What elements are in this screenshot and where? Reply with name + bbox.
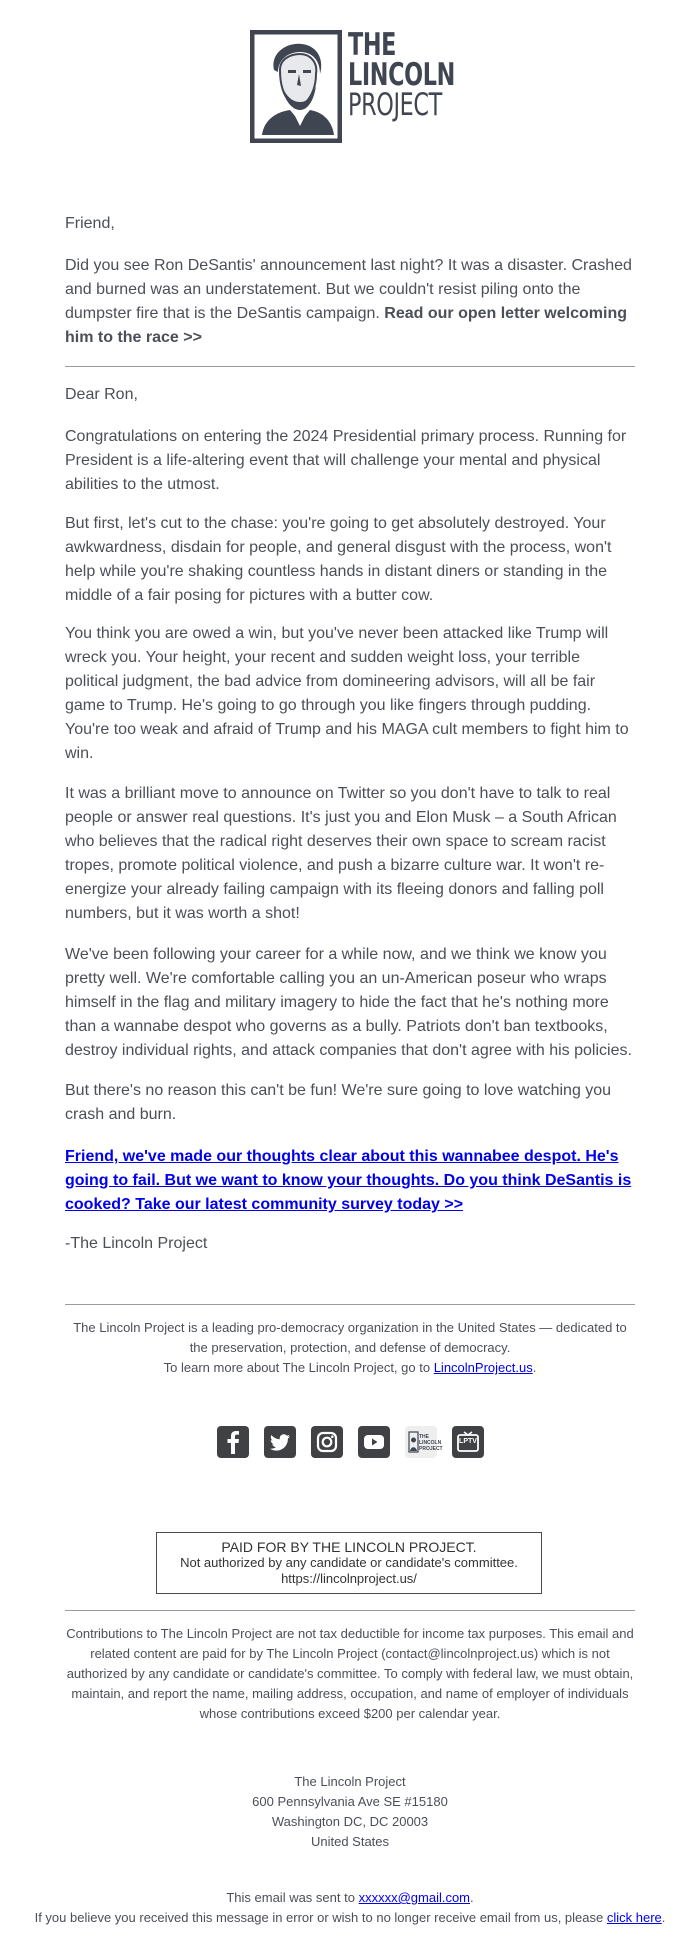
paragraph-6: But there's no reason this can't be fun! We're sure going to love watching you crash and burn. (65, 1082, 612, 1123)
contributions-notice: Contributions to The Lincoln Project are not tax deductible for income tax purposes. This email and related content are paid for by The Lincoln Project (contact@lincolnproject.us) which is not authorized by any candidate or candidate's committee. To comply with federal law, we must obtain, maintain, and report the name, mailing address, occupation, and name of employer of individuals whose contributions exceed $200 per calendar year. (66, 1626, 634, 1721)
paid-line-2: Not authorized by any candidate or candidate's committee. (180, 1555, 518, 1570)
recipient-email-link[interactable]: xxxxxx@gmail.com (358, 1890, 471, 1905)
sent-to-suffix: . (470, 1890, 474, 1905)
intro-paragraph (65, 254, 635, 350)
survey-link[interactable]: Friend, we've made our thoughts clear about this wannabee despot. He's going to fail. But we want to know your thoughts. Do you think DeSantis is cooked? Take our latest community survey today >> (65, 1148, 632, 1213)
facebook-icon[interactable] (217, 1426, 249, 1458)
about-line-1: The Lincoln Project is a leading pro-democracy organization in the United States — dedicated to the preservation, protection, and defense of democracy. (73, 1320, 627, 1355)
paid-line-3: https://lincolnproject.us/ (281, 1571, 417, 1586)
about-block (65, 1318, 635, 1378)
paragraph-4: It was a brilliant move to announce on Twitter so you don't have to talk to real people or answer real questions. It's just you and Elon Musk – a South African who believes that the radical right deserves their own space to scream racist tropes, promote political violence, and push a bizarre culture war. It won't re-energize your already failing campaign with its fleeing donors and falling poll numbers, but it was worth a shot! (65, 785, 617, 922)
about-line-2-suffix: . (532, 1360, 537, 1375)
address-street: 600 Pennsylvania Ave SE #15180 (252, 1794, 448, 1809)
salutation: Dear Ron, (65, 386, 138, 403)
unsubscribe-prefix: If you believe you received this message in error or wish to no longer receive email from us, please (34, 1910, 604, 1925)
paid-for-disclaimer (156, 1532, 542, 1594)
paragraph-5: We've been following your career for a while now, and we think we know you pretty well. We're comfortable calling you an un-American poseur who wraps himself in the flag and military imagery to hide the fact that he's nothing more than a wannabe despot who governs as a bully. Patriots don't ban textbooks, destroy individual rights, and attack companies that don't agree with his policies. (65, 946, 632, 1059)
mini-logo-text: THE LINCOLN PROJECT (419, 1434, 443, 1452)
mailing-address (65, 1772, 635, 1852)
social-icons-row (217, 1426, 487, 1458)
intro-text: Did you see Ron DeSantis' announcement last night? It was a disaster. Crashed and burned was an understatement. But we couldn't resist piling onto the dumpster fire that is the DeSantis campaign. (65, 257, 632, 322)
address-country: United States (310, 1834, 390, 1849)
about-line-2 (65, 1358, 635, 1378)
paragraph-2: But first, let's cut to the chase: you're going to get absolutely destroyed. Your awkwardness, disdain for people, and general disgust with the process, won't help while you're shaking countless hands in distant diners or standing in the middle of a fair posing for pictures with a butter cow. (65, 515, 612, 604)
lincoln-portrait-icon (250, 30, 342, 143)
unsubscribe-line (0, 1908, 700, 1928)
address-city: Washington DC, DC 20003 (271, 1814, 429, 1829)
paragraph-3: You think you are owed a win, but you've never been attacked like Trump will wreck you. Your height, your recent and sudden weight loss, your terrible political judgment, the bad advice from domineering advisors, will all be fair game to Trump. He's going to go through you like fingers through pudding. You're too weak and afraid of Trump and his MAGA cult members to fight him to win. (65, 625, 629, 762)
logo-word-project: PROJECT (348, 87, 442, 123)
address-name: The Lincoln Project (294, 1774, 406, 1789)
lincoln-project-logo[interactable] (250, 27, 455, 143)
twitter-icon[interactable] (264, 1426, 296, 1458)
sent-to-prefix: This email was sent to (226, 1890, 355, 1905)
lptv-label: LPTV (459, 1438, 477, 1445)
unsubscribe-link[interactable]: click here (606, 1910, 662, 1925)
logo-word-lincoln: LINCOLN (348, 57, 455, 93)
youtube-icon[interactable] (358, 1426, 390, 1458)
about-line-2-prefix: To learn more about The Lincoln Project, go to (163, 1360, 431, 1375)
instagram-icon[interactable] (311, 1426, 343, 1458)
signoff: -The Lincoln Project (65, 1235, 208, 1252)
paragraph-1: Congratulations on entering the 2024 Presidential primary process. Running for President is a life-altering event that will challenge your mental and physical abilities to the utmost. (65, 428, 627, 493)
divider-contributions (65, 1610, 635, 1611)
logo-wordmark (348, 27, 497, 123)
divider-top (65, 366, 635, 367)
unsubscribe-block (0, 1888, 700, 1928)
logo-word-the: THE (348, 27, 397, 63)
divider-about (65, 1304, 635, 1305)
sent-to-line (0, 1888, 700, 1908)
lincoln-project-logo-icon[interactable] (405, 1426, 443, 1458)
paid-line-1: PAID FOR BY THE LINCOLN PROJECT. (221, 1539, 477, 1555)
lptv-icon[interactable] (452, 1426, 484, 1458)
lincolnproject-link[interactable]: LincolnProject.us (433, 1360, 533, 1375)
open-letter-link[interactable]: Read our open letter welcoming him to the race >> (65, 305, 627, 346)
unsubscribe-suffix: . (661, 1910, 666, 1925)
greeting: Friend, (65, 215, 115, 232)
